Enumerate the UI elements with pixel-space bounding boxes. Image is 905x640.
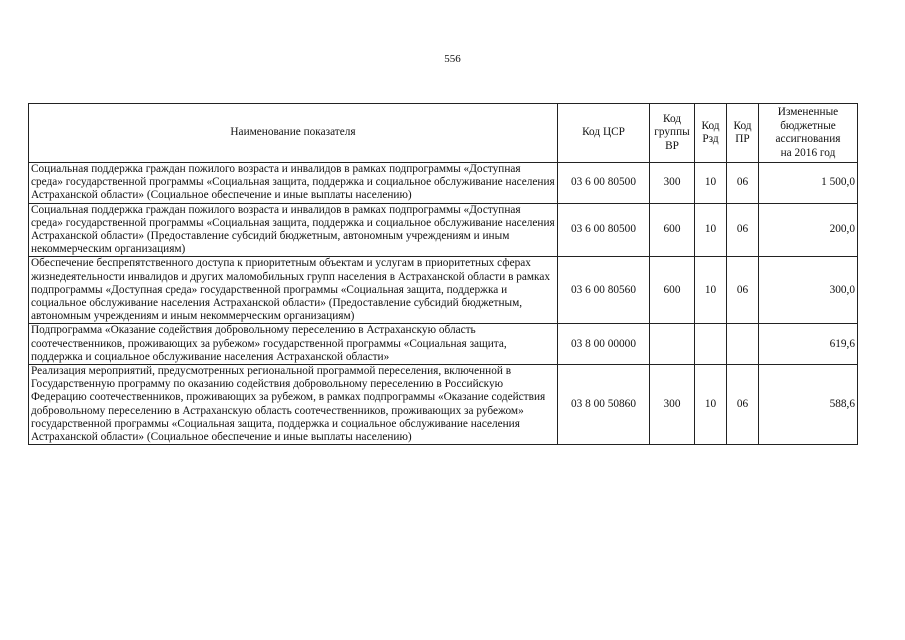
row-amount: 588,6 xyxy=(759,365,858,445)
row-pr-code: 06 xyxy=(727,365,759,445)
row-rzd-code: 10 xyxy=(695,257,727,324)
page-number: 556 xyxy=(444,53,461,65)
row-pr-code xyxy=(727,324,759,365)
row-vr-code: 600 xyxy=(650,257,695,324)
budget-table xyxy=(28,103,858,445)
table-header-row xyxy=(29,104,858,163)
row-vr-code: 300 xyxy=(650,365,695,445)
header-pr-code: Код ПР xyxy=(727,104,759,163)
row-name: Подпрограмма «Оказание содействия добровольному переселению в Астраханскую область соотечественников, проживающих за рубежом» государственной программы «Социальная защита, поддержка и социальное обслуживание населения Астраханской области» xyxy=(29,324,558,365)
table-row xyxy=(29,257,858,324)
row-amount: 300,0 xyxy=(759,257,858,324)
row-name: Социальная поддержка граждан пожилого возраста и инвалидов в рамках подпрограммы «Доступная среда» государственной программы «Социальная защита, поддержка и социальное обслуживание населения Астраханской области» (Социальное обеспечение и иные выплаты населению) xyxy=(29,163,558,204)
row-name: Реализация мероприятий, предусмотренных региональной программой переселения, включенной в Государственную программу по оказанию содействия добровольному переселению в Российскую Федерацию соотечественников, проживающих за рубежом, в рамках подпрограммы «Оказание содействия добровольному переселению в Астраханскую область соотечественников, проживающих за рубежом» государственной программы «Социальная защита, поддержка и социальное обслуживание населения Астраханской области» (Социальное обеспечение и иные выплаты населению) xyxy=(29,365,558,445)
header-csr-code: Код ЦСР xyxy=(558,104,650,163)
row-vr-code xyxy=(650,324,695,365)
row-amount: 619,6 xyxy=(759,324,858,365)
header-rzd-code: Код Рзд xyxy=(695,104,727,163)
row-rzd-code: 10 xyxy=(695,163,727,204)
row-csr-code: 03 6 00 80500 xyxy=(558,163,650,204)
row-rzd-code: 10 xyxy=(695,365,727,445)
table-row xyxy=(29,324,858,365)
header-allocations: Измененные бюджетные ассигнования на 2016 год xyxy=(759,104,858,163)
row-vr-code: 600 xyxy=(650,203,695,257)
row-pr-code: 06 xyxy=(727,203,759,257)
table-row xyxy=(29,365,858,445)
row-amount: 200,0 xyxy=(759,203,858,257)
table-row xyxy=(29,203,858,257)
row-amount: 1 500,0 xyxy=(759,163,858,204)
row-csr-code: 03 6 00 80500 xyxy=(558,203,650,257)
header-name: Наименование показателя xyxy=(29,104,558,163)
row-name: Социальная поддержка граждан пожилого возраста и инвалидов в рамках подпрограммы «Доступная среда» государственной программы «Социальная защита, поддержка и социальное обслуживание населения Астраханской области» (Предоставление субсидий бюджетным, автономным учреждениям и иным некоммерческим организациям) xyxy=(29,203,558,257)
row-rzd-code xyxy=(695,324,727,365)
row-vr-code: 300 xyxy=(650,163,695,204)
row-rzd-code: 10 xyxy=(695,203,727,257)
header-vr-code: Код группы ВР xyxy=(650,104,695,163)
row-csr-code: 03 6 00 80560 xyxy=(558,257,650,324)
row-pr-code: 06 xyxy=(727,163,759,204)
row-name: Обеспечение беспрепятственного доступа к приоритетным объектам и услугам в приоритетных сферах жизнедеятельности инвалидов и других маломобильных групп населения в Астраханской области в рамках подпрограммы «Доступная среда» государственной программы «Социальная защита, поддержка и социальное обслуживание населения Астраханской области» (Предоставление субсидий бюджетным, автономным учреждениям и иным некоммерческим организациям) xyxy=(29,257,558,324)
row-csr-code: 03 8 00 50860 xyxy=(558,365,650,445)
row-pr-code: 06 xyxy=(727,257,759,324)
table-row xyxy=(29,163,858,204)
row-csr-code: 03 8 00 00000 xyxy=(558,324,650,365)
